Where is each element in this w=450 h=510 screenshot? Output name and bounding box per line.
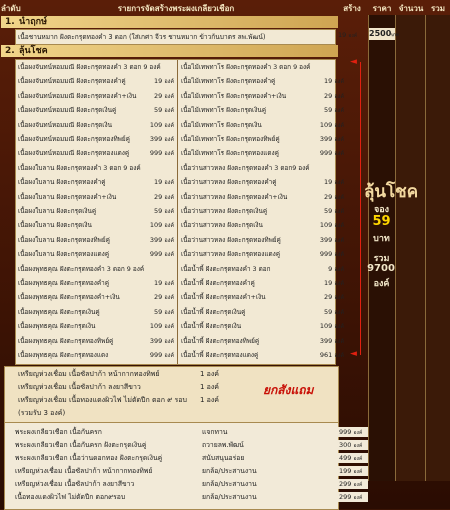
list-item-left: เนื้อผงจันทน์หอมมณี ฝังตะกรุดทองทิพย์คู่ — [18, 135, 130, 143]
section-1-price: 2500บาท — [369, 29, 399, 38]
arrow-icon: ◄ — [350, 349, 357, 359]
list-item-qty: 29 องค์ — [153, 293, 174, 302]
list-item-qty: 29 องค์ — [323, 293, 344, 302]
list-item-qty: 59 องค์ — [323, 207, 344, 215]
gift-item: (รวมรับ 3 องค์) — [18, 409, 66, 417]
list-item-qty: 29 องค์ — [153, 192, 174, 201]
list-item-qty: 109 องค์ — [149, 322, 174, 331]
section-1-card — [15, 29, 336, 45]
bottom-item-qty: 999 องค์ — [338, 427, 368, 437]
column-divider — [177, 60, 178, 364]
list-item-left: เนื้อผงพุทธคุณ ฝังตะกรุดทองคำ 3 ดอก 9 องค์ — [18, 264, 145, 273]
bottom-item-note: ยกล้อ/ประสานงาน — [202, 493, 257, 501]
list-item-qty: 109 องค์ — [149, 120, 174, 129]
list-item-qty: 399 องค์ — [149, 235, 174, 244]
gift-item-qty: 1 องค์ — [200, 370, 219, 378]
section-1-item: เนื้อชานหมาก ฝังตะกรุดทองคำ 3 ดอก (ใส่เกศา จีวร ชานหมาก ข้าวก้นบาตร ลพ.พัฒน์) — [18, 33, 266, 41]
list-item-qty: 9 องค์ — [328, 264, 344, 273]
header-title: รายการจัดสร้างพระผงเกลียวเชือก — [117, 4, 235, 13]
list-item-qty: 999 องค์ — [319, 250, 344, 259]
list-item-qty: 29 องค์ — [323, 192, 344, 201]
list-item-qty: 999 องค์ — [149, 351, 174, 359]
list-item-left: เนื้อผงใบลาน ฝังตะกรุดเงินคู่ — [18, 207, 97, 215]
section-2-card — [15, 59, 344, 365]
list-item-qty: 999 องค์ — [149, 149, 174, 158]
bottom-item-note: ยกล้อ/ประสานงาน — [202, 480, 257, 488]
bottom-item: เหรียญห่วงเชื่อม เนื้อซัลปาก้า ลงยาสีขาว — [15, 480, 135, 488]
list-item-left: เนื้อผงจันทน์หอมมณี ฝังตะกรุดทองคำ 3 ดอก 9 องค์ — [18, 63, 161, 71]
section-title: นำฤกษ์ — [19, 17, 48, 27]
list-item-left: เนื้อผงใบลาน ฝังตะกรุดทองคำคู่ — [18, 178, 106, 187]
list-item-right: เนื้อน้ำพี้ ฝังตะกรุดทองคำ 3 ดอก — [181, 264, 271, 273]
gift-item: เหรียญห่วงเชื่อม เนื้อทองแดงผิวไฟ ไม่ตัดปีก ตอก ๙ รอบ — [18, 396, 187, 404]
list-item-qty: 399 องค์ — [149, 336, 174, 345]
list-item-left: เนื้อผงใบลาน ฝังตะกรุดทองคำ 3 ดอก 9 องค์ — [18, 163, 141, 172]
gift-item: เหรียญห่วงเชื่อม เนื้อซัลปาก้า ลงยาสีขาว — [18, 383, 141, 391]
list-item-right: เนื้อไม้เทพทาโร ฝังตะกรุดทองคำ 3 ดอก 9 องค์ — [181, 63, 311, 71]
list-item-left: เนื้อผงจันทน์หอมมณี ฝังตะกรุดทองคำ+เงิน — [18, 91, 137, 100]
section-2-band — [1, 45, 338, 57]
gift-item-qty: 1 องค์ — [200, 383, 219, 391]
list-item-qty: 109 องค์ — [319, 221, 344, 230]
list-item-qty: 109 องค์ — [149, 221, 174, 230]
list-item-left: เนื้อผงพุทธคุณ ฝังตะกรุดทองแดง — [18, 351, 109, 359]
header-col-build: สร้าง — [343, 4, 361, 13]
list-item-right: เนื้อน้ำพี้ ฝังตะกรุดทองทิพย์คู่ — [181, 336, 260, 345]
gift-badge: ยกสังแถม — [263, 383, 314, 397]
bottom-item: พระผงเกลียวเชือก เนื้อกันครก — [15, 428, 102, 436]
list-item-qty: 29 องค์ — [323, 91, 344, 100]
list-item-qty: 399 องค์ — [319, 235, 344, 244]
list-item-qty: 19 องค์ — [323, 178, 344, 187]
section-1-qty: 19 องค์ — [338, 31, 358, 39]
bottom-item-note: ยกล้อ/ประสานงาน — [202, 467, 257, 475]
list-item-left: เนื้อผงจันทน์หอมมณี ฝังตะกรุดทองคำคู่ — [18, 77, 126, 86]
header-col-total: รวม — [430, 4, 446, 13]
list-item-qty: 19 องค์ — [153, 77, 174, 86]
list-item-left: เนื้อผงพุทธคุณ ฝังตะกรุดทองคำคู่ — [18, 279, 110, 287]
promo-total: 9700 — [367, 263, 395, 274]
list-item-right: เนื้อไม้เทพทาโร ฝังตะกรุดทองคำ+เงิน — [181, 91, 287, 100]
section-1-band — [1, 16, 338, 28]
list-item-right: เนื้อว่านสาวหลง ฝังตะกรุดทองคำ+เงิน — [181, 192, 288, 201]
list-item-qty: 399 องค์ — [319, 135, 344, 143]
list-item-qty: 59 องค์ — [323, 106, 344, 115]
list-item-qty: 399 องค์ — [149, 135, 174, 143]
list-item-left: เนื้อผงจันทน์หอมมณี ฝังตะกรุดทองแดงคู่ — [18, 149, 130, 158]
list-item-left: เนื้อผงพุทธคุณ ฝังตะกรุดทองคำ+เงิน — [18, 293, 120, 302]
list-item-right: เนื้อว่านสาวหลง ฝังตะกรุดทองคำคู่ — [181, 178, 277, 187]
list-item-left: เนื้อผงพุทธคุณ ฝังตะกรุดเงิน — [18, 322, 96, 331]
list-item-qty: 109 องค์ — [319, 322, 344, 331]
list-item-left: เนื้อผงพุทธคุณ ฝังตะกรุดทองทิพย์คู่ — [18, 336, 114, 345]
list-item-qty: 399 องค์ — [319, 336, 344, 345]
list-item-right: เนื้อไม้เทพทาโร ฝังตะกรุดทองทิพย์คู่ — [181, 135, 280, 143]
list-item-right: เนื้อน้ำพี้ ฝังตะกรุดทองแดงคู่ — [181, 351, 259, 359]
list-item-right: เนื้อน้ำพี้ ฝังตะกรุดเงิน — [181, 322, 242, 331]
list-item-right: เนื้อไม้เทพทาโร ฝังตะกรุดทองคำคู่ — [181, 77, 276, 86]
section-number: 2. — [5, 46, 15, 56]
list-item-qty: 999 องค์ — [319, 149, 344, 158]
list-item-left: เนื้อผงจันทน์หอมมณี ฝังตะกรุดเงิน — [18, 120, 112, 129]
list-item-qty: 29 องค์ — [153, 91, 174, 100]
section-number: 1. — [5, 17, 15, 27]
bottom-item-qty: 299 องค์ — [338, 479, 368, 489]
bottom-item-qty: 199 องค์ — [338, 466, 368, 476]
list-item-right: เนื้อว่านสาวหลง ฝังตะกรุดทองคำ 3 ดอก9 องค์ — [181, 163, 310, 172]
list-item-qty: 109 องค์ — [319, 120, 344, 129]
list-item-right: เนื้อน้ำพี้ ฝังตะกรุดทองคำคู่ — [181, 279, 255, 287]
promo-title: ลุ้นโชค — [364, 182, 419, 202]
gift-panel — [4, 366, 339, 424]
list-item-qty: 59 องค์ — [153, 207, 174, 215]
list-item-qty: 19 องค์ — [323, 279, 344, 287]
bottom-item-qty: 299 องค์ — [338, 492, 368, 502]
list-item-qty: 961 องค์ — [319, 351, 344, 359]
list-item-right: เนื้อว่านสาวหลง ฝังตะกรุดเงินคู่ — [181, 207, 268, 215]
list-item-right: เนื้อน้ำพี้ ฝังตะกรุดเงินคู่ — [181, 307, 246, 316]
list-item-left: เนื้อผงใบลาน ฝังตะกรุดทองทิพย์คู่ — [18, 235, 110, 244]
bottom-item: พระผงเกลียวเชือก เนื้อว่านดอกทอง ฝังตะกรุดเงินคู่ — [15, 454, 163, 462]
list-item-right: เนื้อไม้เทพทาโร ฝังตะกรุดทองแดงคู่ — [181, 149, 279, 158]
list-item-right: เนื้อไม้เทพทาโร ฝังตะกรุดเงินคู่ — [181, 106, 266, 115]
bottom-item-note: ถวายลพ.พัฒน์ — [202, 441, 244, 449]
list-item-qty: 19 องค์ — [153, 279, 174, 287]
list-item-qty: 59 องค์ — [153, 307, 174, 316]
section-2 — [1, 45, 344, 363]
list-item-qty: 19 องค์ — [323, 77, 344, 86]
section-1 — [1, 16, 338, 46]
list-item-qty: 59 องค์ — [323, 307, 344, 316]
promo-line1: จอง — [373, 205, 390, 215]
list-item-right: เนื้อว่านสาวหลง ฝังตะกรุดทองทิพย์คู่ — [181, 235, 281, 244]
list-item-right: เนื้อไม้เทพทาโร ฝังตะกรุดเงิน — [181, 120, 262, 129]
arrow-icon: ◄ — [350, 57, 357, 67]
gift-item: เหรียญห่วงเชื่อม เนื้อซัลปาก้า หน้ากากทองทิพย์ — [18, 370, 160, 378]
list-item-right: เนื้อน้ำพี้ ฝังตะกรุดทองคำ+เงิน — [181, 293, 266, 302]
bottom-item: พระผงเกลียวเชือก เนื้อกันครก ฝังตะกรุดเงินคู่ — [15, 441, 147, 449]
header-col-no: ลำดับ — [1, 4, 21, 13]
promo-price: 59 — [372, 214, 391, 229]
bottom-item-note: สนับสนุนอร่อย — [202, 454, 245, 462]
list-item-left: เนื้อผงใบลาน ฝังตะกรุดทองแดงคู่ — [18, 250, 110, 259]
bottom-item-qty: 499 องค์ — [338, 453, 368, 463]
price-column — [368, 15, 399, 481]
list-item-left: เนื้อผงจันทน์หอมมณี ฝังตะกรุดเงินคู่ — [18, 106, 117, 115]
total-column — [425, 15, 450, 481]
amount-column — [395, 15, 426, 481]
list-item-right: เนื้อว่านสาวหลง ฝังตะกรุดเงิน — [181, 221, 263, 230]
promo-price-unit: บาท — [373, 234, 390, 244]
list-item-qty: 19 องค์ — [153, 178, 174, 187]
promo-total-label: รวม — [373, 254, 390, 264]
header-col-price: ราคา — [372, 4, 392, 13]
bottom-item-note: แจกทาน — [202, 428, 228, 436]
bottom-item: เนื้อทองแดงผิวไฟ ไม่ตัดปีก ตอก๙รอบ — [15, 493, 126, 501]
bottom-panel — [4, 422, 339, 510]
promo-bracket-line — [360, 62, 361, 355]
header-col-amount: จำนวน — [398, 4, 424, 13]
list-item-qty: 999 องค์ — [149, 250, 174, 259]
list-item-right: เนื้อว่านสาวหลง ฝังตะกรุดทองแดงคู่ — [181, 250, 281, 259]
list-item-qty: 59 องค์ — [153, 106, 174, 115]
list-item-left: เนื้อผงใบลาน ฝังตะกรุดเงิน — [18, 221, 92, 230]
gift-item-qty: 1 องค์ — [200, 396, 219, 404]
list-item-left: เนื้อผงพุทธคุณ ฝังตะกรุดเงินคู่ — [18, 307, 100, 316]
bottom-item-qty: 300 องค์ — [338, 440, 368, 450]
list-item-left: เนื้อผงใบลาน ฝังตะกรุดทองคำ+เงิน — [18, 192, 117, 201]
bottom-item: เหรียญห่วงเชื่อม เนื้อซัลปาก้า หน้ากากทองทิพย์ — [15, 467, 153, 475]
table-header — [1, 2, 449, 15]
promo-total-unit: องค์ — [373, 279, 390, 289]
section-title: ลุ้นโชค — [19, 46, 48, 56]
